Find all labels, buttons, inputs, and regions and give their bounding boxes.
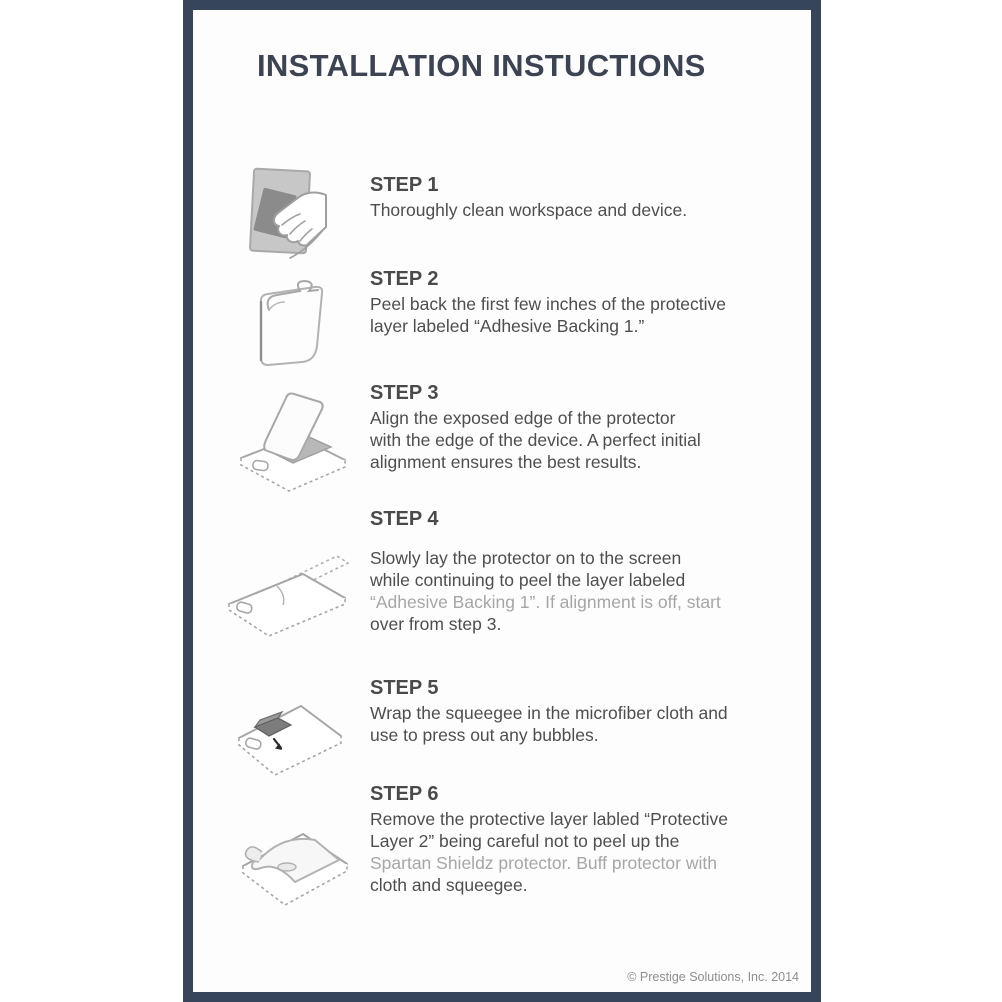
step-3-body (370, 407, 800, 473)
lay-protector-peel-layer-icon (225, 548, 351, 640)
peel-backing-corner-illustration (245, 278, 340, 370)
step-3-title: STEP 3 (370, 382, 439, 404)
step-6-body (370, 808, 800, 896)
step-5-block (370, 676, 800, 746)
step-6-line: cloth and squeegee. (370, 875, 528, 895)
step-1-block (370, 173, 800, 221)
step-4-line: Slowly lay the protector on to the screen (370, 548, 682, 568)
step-5-line: Wrap the squeegee in the microfiber cloth and (370, 703, 728, 723)
step-3-line: alignment ensures the best results. (370, 452, 642, 472)
step-1-title: STEP 1 (370, 174, 439, 196)
step-3-line: Align the exposed edge of the protector (370, 408, 676, 428)
step-5-title: STEP 5 (370, 677, 439, 699)
squeegee-bubbles-icon (233, 692, 345, 778)
bordered-instruction-page (183, 0, 821, 1002)
step-6-line: Spartan Shieldz protector. Buff protector with (370, 853, 717, 873)
step-4-title: STEP 4 (370, 508, 439, 530)
copyright-notice: © Prestige Solutions, Inc. 2014 (627, 970, 799, 984)
step-2-block (370, 267, 800, 337)
step-4-line: while continuing to peel the layer labeled (370, 570, 686, 590)
step-4-line: “Adhesive Backing 1”. If alignment is off, start (370, 592, 721, 612)
step-6-line: Layer 2” being careful not to peel up the (370, 831, 680, 851)
step-2-line: layer labeled “Adhesive Backing 1.” (370, 316, 645, 336)
align-protector-edge-icon (235, 388, 350, 496)
step-4-body (370, 547, 800, 635)
step-2-body (370, 293, 800, 337)
remove-top-layer-icon (235, 816, 351, 912)
step-4-line: over from step 3. (370, 614, 502, 634)
page-title: INSTALLATION INSTUCTIONS (257, 48, 706, 83)
squeegee-bubbles-illustration (233, 692, 345, 778)
step-3-block (370, 381, 800, 473)
remove-top-layer-illustration (235, 816, 351, 912)
step-6-block (370, 782, 800, 896)
lay-protector-peel-layer-illustration (225, 548, 351, 640)
step-6-line: Remove the protective layer labled “Protective (370, 809, 728, 829)
step-2-title: STEP 2 (370, 268, 439, 290)
step-3-line: with the edge of the device. A perfect initial (370, 430, 701, 450)
hand-cleaning-device-illustration (238, 165, 330, 263)
peel-backing-corner-icon (245, 278, 340, 370)
step-1-body (370, 199, 800, 221)
step-6-title: STEP 6 (370, 783, 439, 805)
hand-cleaning-device-icon (238, 165, 330, 263)
step-5-line: use to press out any bubbles. (370, 725, 599, 745)
step-4-block (370, 507, 800, 635)
step-5-body (370, 702, 800, 746)
step-2-line: Peel back the first few inches of the protective (370, 294, 727, 314)
align-protector-edge-illustration (235, 388, 350, 496)
step-1-line: Thoroughly clean workspace and device. (370, 200, 688, 220)
